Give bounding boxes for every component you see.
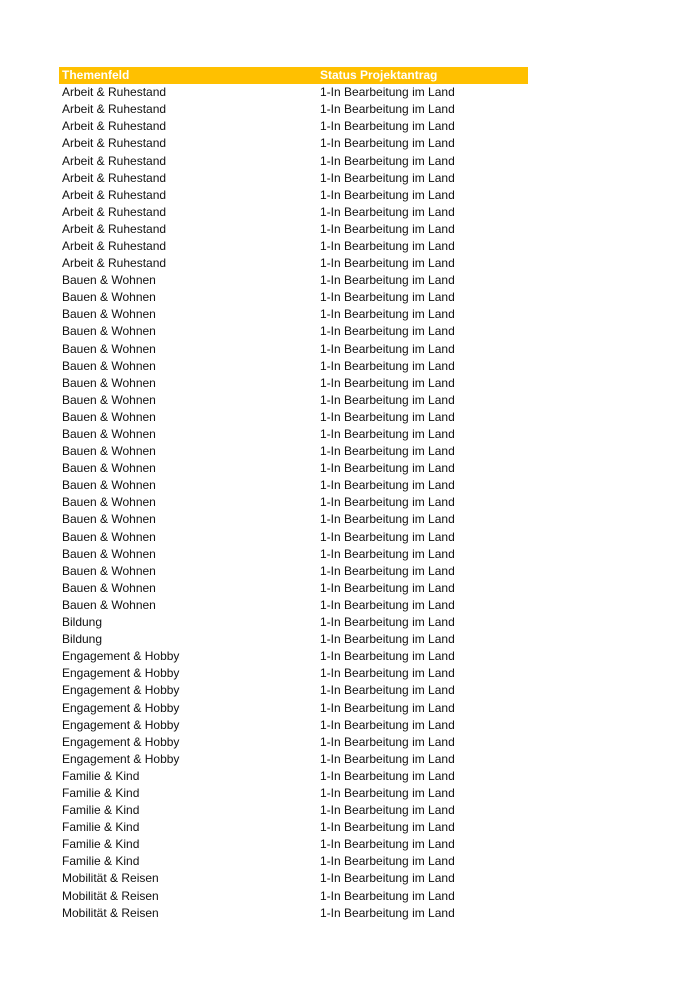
cell-themenfeld[interactable]: Bauen & Wohnen (62, 392, 156, 407)
table-row (59, 631, 528, 648)
table-row (59, 392, 528, 409)
table-row (59, 665, 528, 682)
cell-status[interactable]: 1-In Bearbeitung im Land (320, 649, 455, 664)
cell-themenfeld[interactable]: Arbeit & Ruhestand (62, 238, 167, 253)
cell-status[interactable]: 1-In Bearbeitung im Land (320, 256, 455, 271)
cell-themenfeld[interactable]: Bauen & Wohnen (62, 427, 156, 442)
header-row (59, 67, 528, 84)
table-row (59, 375, 528, 392)
cell-status[interactable]: 1-In Bearbeitung im Land (320, 854, 455, 869)
table-row (59, 494, 528, 511)
table-row (59, 717, 528, 734)
cell-themenfeld[interactable]: Bauen & Wohnen (62, 597, 156, 612)
cell-status[interactable]: 1-In Bearbeitung im Land (320, 734, 455, 749)
cell-themenfeld[interactable]: Bauen & Wohnen (62, 324, 156, 339)
cell-themenfeld[interactable]: Bauen & Wohnen (62, 307, 156, 322)
table-row (59, 529, 528, 546)
cell-status[interactable]: 1-In Bearbeitung im Land (320, 871, 455, 886)
cell-themenfeld[interactable]: Arbeit & Ruhestand (62, 170, 167, 185)
table-row (59, 563, 528, 580)
table-row (59, 460, 528, 477)
cell-status[interactable]: 1-In Bearbeitung im Land (320, 444, 455, 459)
cell-status[interactable]: 1-In Bearbeitung im Land (320, 392, 455, 407)
table-row (59, 187, 528, 204)
table-row (59, 101, 528, 118)
table-row (59, 648, 528, 665)
cell-status[interactable]: 1-In Bearbeitung im Land (320, 221, 455, 236)
table-row (59, 546, 528, 563)
cell-status[interactable]: 1-In Bearbeitung im Land (320, 785, 455, 800)
cell-status[interactable]: 1-In Bearbeitung im Land (320, 632, 455, 647)
table-row (59, 170, 528, 187)
table-row (59, 443, 528, 460)
data-table (59, 67, 528, 922)
cell-themenfeld[interactable]: Bildung (62, 632, 103, 647)
cell-status[interactable]: 1-In Bearbeitung im Land (320, 495, 455, 510)
table-row (59, 836, 528, 853)
cell-themenfeld[interactable]: Familie & Kind (62, 768, 140, 783)
table-row (59, 426, 528, 443)
cell-status[interactable]: 1-In Bearbeitung im Land (320, 529, 455, 544)
table-row (59, 255, 528, 272)
cell-status[interactable]: 1-In Bearbeitung im Land (320, 187, 455, 202)
cell-status[interactable]: 1-In Bearbeitung im Land (320, 597, 455, 612)
cell-themenfeld[interactable]: Familie & Kind (62, 854, 140, 869)
table-row (59, 905, 528, 922)
cell-themenfeld[interactable]: Engagement & Hobby (62, 751, 180, 766)
cell-themenfeld[interactable]: Engagement & Hobby (62, 666, 180, 681)
cell-status[interactable]: 1-In Bearbeitung im Land (320, 341, 455, 356)
table-row (59, 221, 528, 238)
cell-status[interactable]: 1-In Bearbeitung im Land (320, 461, 455, 476)
cell-themenfeld[interactable]: Familie & Kind (62, 837, 140, 852)
cell-themenfeld[interactable]: Arbeit & Ruhestand (62, 256, 167, 271)
cell-status[interactable]: 1-In Bearbeitung im Land (320, 751, 455, 766)
cell-themenfeld[interactable]: Arbeit & Ruhestand (62, 85, 167, 100)
table-row (59, 204, 528, 221)
table-row (59, 870, 528, 887)
table-body (59, 84, 528, 922)
cell-status[interactable]: 1-In Bearbeitung im Land (320, 820, 455, 835)
cell-themenfeld[interactable]: Bauen & Wohnen (62, 495, 156, 510)
cell-status[interactable]: 1-In Bearbeitung im Land (320, 888, 455, 903)
cell-status[interactable]: 1-In Bearbeitung im Land (320, 85, 455, 100)
table-row (59, 768, 528, 785)
cell-themenfeld[interactable]: Bauen & Wohnen (62, 580, 156, 595)
cell-status[interactable]: 1-In Bearbeitung im Land (320, 102, 455, 117)
cell-themenfeld[interactable]: Familie & Kind (62, 820, 140, 835)
table-row (59, 802, 528, 819)
table-row (59, 888, 528, 905)
cell-themenfeld[interactable]: Bauen & Wohnen (62, 478, 156, 493)
cell-themenfeld[interactable]: Bauen & Wohnen (62, 546, 156, 561)
table-row (59, 580, 528, 597)
cell-status[interactable]: 1-In Bearbeitung im Land (320, 803, 455, 818)
table-row (59, 614, 528, 631)
cell-status[interactable]: 1-In Bearbeitung im Land (320, 273, 455, 288)
cell-status[interactable]: 1-In Bearbeitung im Land (320, 409, 455, 424)
table-row (59, 511, 528, 528)
cell-status[interactable]: 1-In Bearbeitung im Land (320, 700, 455, 715)
cell-themenfeld[interactable]: Engagement & Hobby (62, 717, 180, 732)
table-row (59, 819, 528, 836)
cell-status[interactable]: 1-In Bearbeitung im Land (320, 170, 455, 185)
cell-status[interactable]: 1-In Bearbeitung im Land (320, 683, 455, 698)
cell-themenfeld[interactable]: Bauen & Wohnen (62, 444, 156, 459)
table-row (59, 597, 528, 614)
cell-themenfeld[interactable]: Mobilität & Reisen (62, 871, 159, 886)
cell-themenfeld[interactable]: Bildung (62, 615, 103, 630)
cell-status[interactable]: 1-In Bearbeitung im Land (320, 717, 455, 732)
cell-status[interactable]: 1-In Bearbeitung im Land (320, 563, 455, 578)
cell-themenfeld[interactable]: Arbeit & Ruhestand (62, 136, 167, 151)
cell-themenfeld[interactable]: Bauen & Wohnen (62, 273, 156, 288)
cell-themenfeld[interactable]: Bauen & Wohnen (62, 290, 156, 305)
cell-themenfeld[interactable]: Arbeit & Ruhestand (62, 221, 167, 236)
cell-status[interactable]: 1-In Bearbeitung im Land (320, 136, 455, 151)
table-row (59, 84, 528, 101)
cell-status[interactable]: 1-In Bearbeitung im Land (320, 427, 455, 442)
table-row (59, 341, 528, 358)
cell-status[interactable]: 1-In Bearbeitung im Land (320, 580, 455, 595)
cell-themenfeld[interactable]: Bauen & Wohnen (62, 563, 156, 578)
cell-status[interactable]: 1-In Bearbeitung im Land (320, 478, 455, 493)
cell-status[interactable]: 1-In Bearbeitung im Land (320, 546, 455, 561)
cell-themenfeld[interactable]: Engagement & Hobby (62, 683, 180, 698)
cell-themenfeld[interactable]: Bauen & Wohnen (62, 409, 156, 424)
cell-status[interactable]: 1-In Bearbeitung im Land (320, 375, 455, 390)
cell-themenfeld[interactable]: Familie & Kind (62, 785, 140, 800)
cell-status[interactable]: 1-In Bearbeitung im Land (320, 905, 455, 920)
table-row (59, 323, 528, 340)
column-header-status[interactable]: Status Projektantrag (317, 67, 528, 84)
table-row (59, 306, 528, 323)
cell-status[interactable]: 1-In Bearbeitung im Land (320, 358, 455, 373)
cell-status[interactable]: 1-In Bearbeitung im Land (320, 290, 455, 305)
cell-status[interactable]: 1-In Bearbeitung im Land (320, 666, 455, 681)
column-header-themenfeld[interactable]: Themenfeld (59, 67, 317, 84)
cell-status[interactable]: 1-In Bearbeitung im Land (320, 512, 455, 527)
cell-themenfeld[interactable]: Bauen & Wohnen (62, 341, 156, 356)
cell-status[interactable]: 1-In Bearbeitung im Land (320, 238, 455, 253)
table-row (59, 358, 528, 375)
cell-status[interactable]: 1-In Bearbeitung im Land (320, 837, 455, 852)
table-row (59, 152, 528, 169)
cell-themenfeld[interactable]: Bauen & Wohnen (62, 512, 156, 527)
cell-themenfeld[interactable]: Bauen & Wohnen (62, 461, 156, 476)
table-row (59, 477, 528, 494)
cell-themenfeld[interactable]: Mobilität & Reisen (62, 905, 159, 920)
table-row (59, 734, 528, 751)
table-row (59, 699, 528, 716)
table-row (59, 682, 528, 699)
cell-themenfeld[interactable]: Arbeit & Ruhestand (62, 204, 167, 219)
cell-status[interactable]: 1-In Bearbeitung im Land (320, 153, 455, 168)
table-row (59, 272, 528, 289)
cell-themenfeld[interactable]: Bauen & Wohnen (62, 529, 156, 544)
cell-themenfeld[interactable]: Mobilität & Reisen (62, 888, 159, 903)
cell-status[interactable]: 1-In Bearbeitung im Land (320, 119, 455, 134)
table-row (59, 751, 528, 768)
table-row (59, 853, 528, 870)
table-row (59, 289, 528, 306)
table-row (59, 409, 528, 426)
cell-status[interactable]: 1-In Bearbeitung im Land (320, 307, 455, 322)
cell-themenfeld[interactable]: Familie & Kind (62, 803, 140, 818)
cell-status[interactable]: 1-In Bearbeitung im Land (320, 615, 455, 630)
cell-themenfeld[interactable]: Bauen & Wohnen (62, 358, 156, 373)
cell-themenfeld[interactable]: Arbeit & Ruhestand (62, 119, 167, 134)
cell-themenfeld[interactable]: Engagement & Hobby (62, 700, 180, 715)
cell-themenfeld[interactable]: Arbeit & Ruhestand (62, 153, 167, 168)
cell-themenfeld[interactable]: Engagement & Hobby (62, 734, 180, 749)
cell-themenfeld[interactable]: Engagement & Hobby (62, 649, 180, 664)
cell-status[interactable]: 1-In Bearbeitung im Land (320, 768, 455, 783)
cell-status[interactable]: 1-In Bearbeitung im Land (320, 204, 455, 219)
table-row (59, 118, 528, 135)
table-row (59, 785, 528, 802)
cell-themenfeld[interactable]: Bauen & Wohnen (62, 375, 156, 390)
table-row (59, 135, 528, 152)
cell-themenfeld[interactable]: Arbeit & Ruhestand (62, 187, 167, 202)
cell-themenfeld[interactable]: Arbeit & Ruhestand (62, 102, 167, 117)
table-row (59, 238, 528, 255)
cell-status[interactable]: 1-In Bearbeitung im Land (320, 324, 455, 339)
